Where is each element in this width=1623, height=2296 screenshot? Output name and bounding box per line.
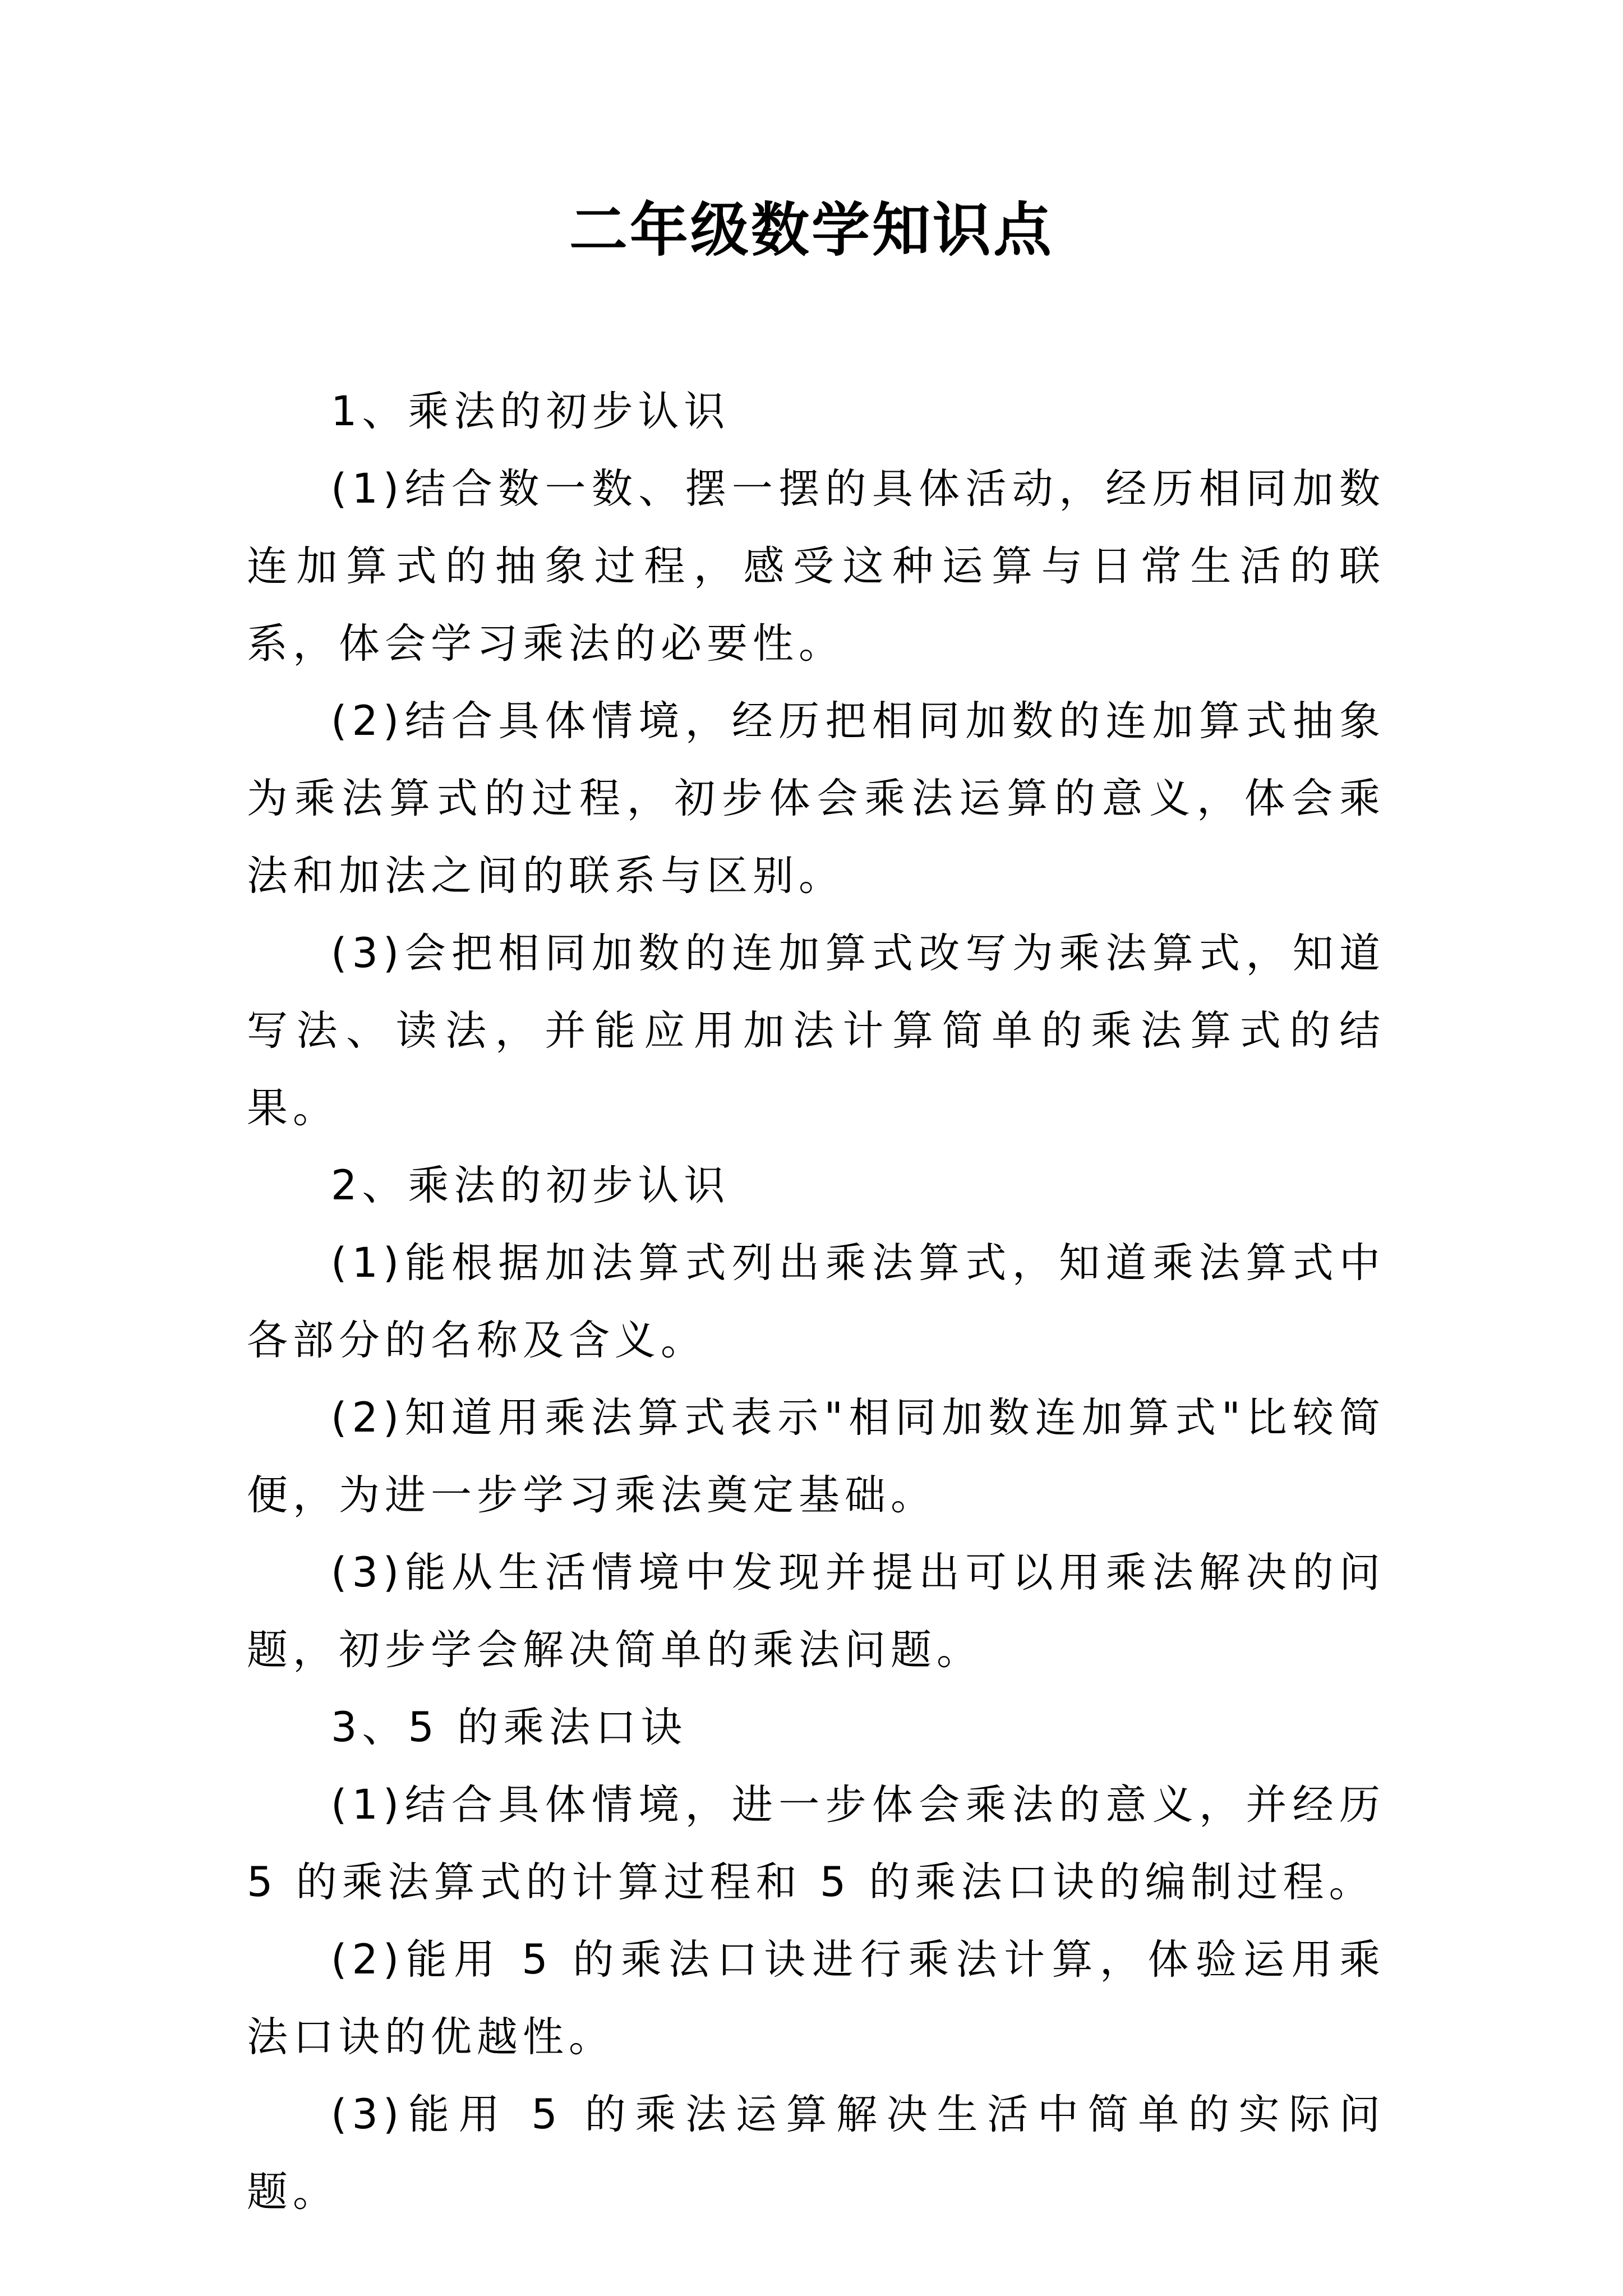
paragraph-2-3: (3)能从生活情境中发现并提出可以用乘法解决的问题，初步学会解决简单的乘法问题。: [247, 1549, 1385, 1674]
document-body: [247, 373, 1385, 2231]
section-heading-1: 1、乘法的初步认识: [331, 388, 730, 435]
paragraph-2-1: (1)能根据加法算式列出乘法算式，知道乘法算式中各部分的名称及含义。: [247, 1239, 1385, 1364]
paragraph-1-3: (3)会把相同加数的连加算式改写为乘法算式，知道写法、读法，并能应用加法计算简单的乘法算式的结果。: [247, 930, 1385, 1132]
paragraph-1-2: (2)结合具体情境，经历把相同加数的连加算式抽象为乘法算式的过程，初步体会乘法运算的意义，体会乘法和加法之间的联系与区别。: [247, 697, 1385, 900]
section-heading-3: 3、5 的乘法口诀: [331, 1704, 688, 1751]
paragraph-3-2: (2)能用 5 的乘法口诀进行乘法计算，体验运用乘法口诀的优越性。: [247, 1936, 1385, 2061]
section-heading-2: 2、乘法的初步认识: [331, 1162, 730, 1209]
page-title: 二年级数学知识点: [569, 196, 1054, 264]
paragraph-1-1: (1)结合数一数、摆一摆的具体活动，经历相同加数连加算式的抽象过程，感受这种运算与日常生活的联系，体会学习乘法的必要性。: [247, 465, 1385, 668]
paragraph-3-1: (1)结合具体情境，进一步体会乘法的意义，并经历 5 的乘法算式的计算过程和 5 的乘法口诀的编制过程。: [247, 1781, 1385, 1906]
paragraph-2-2: (2)知道用乘法算式表示"相同加数连加算式"比较简便，为进一步学习乘法奠定基础。: [247, 1394, 1385, 1519]
paragraph-3-3: (3)能用 5 的乘法运算解决生活中简单的实际问题。: [247, 2091, 1385, 2216]
